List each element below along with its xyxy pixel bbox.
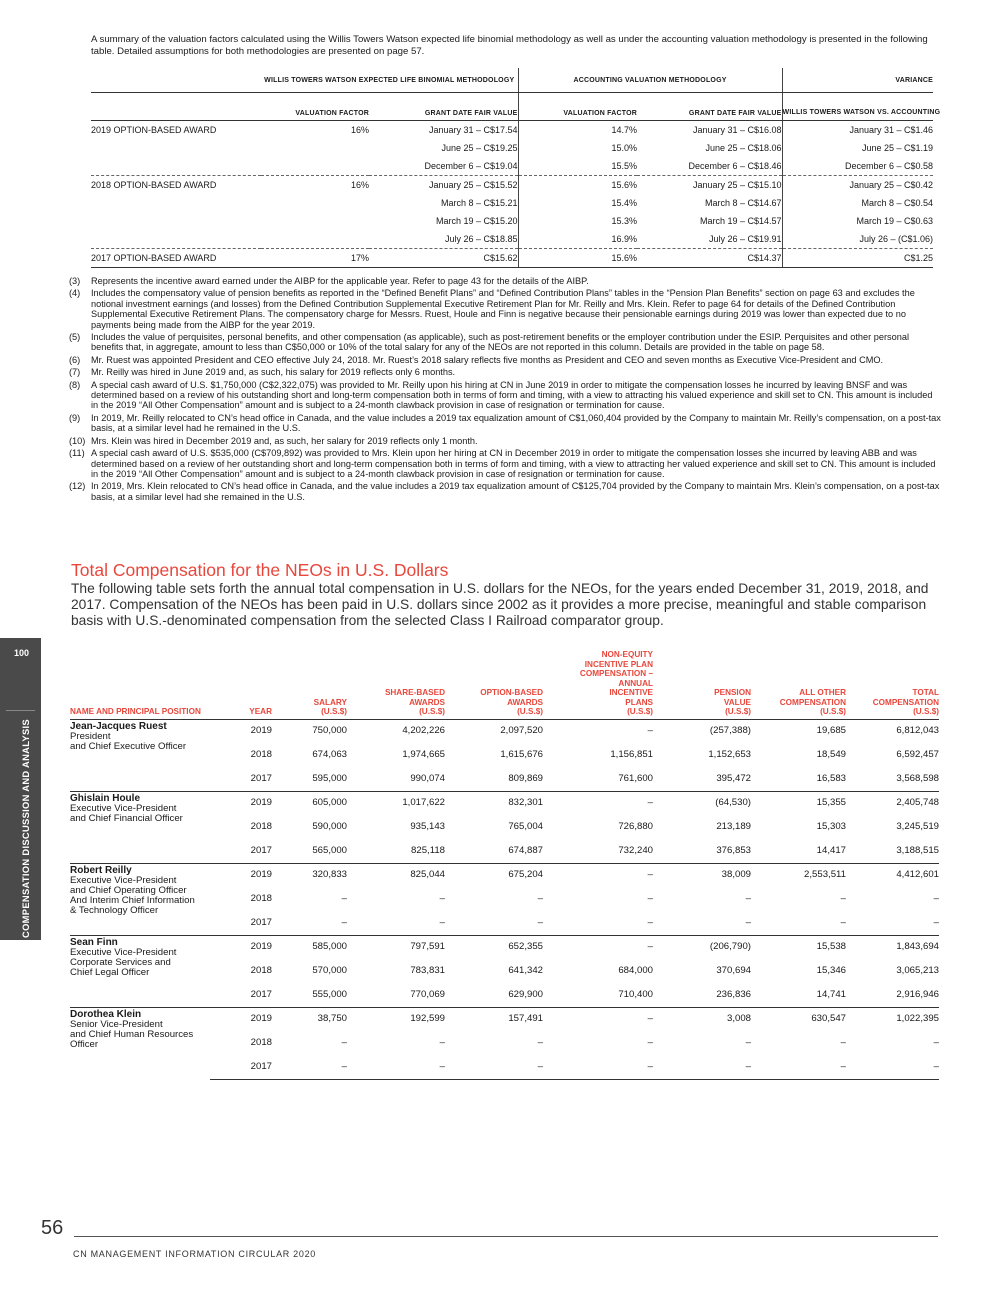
header-other-line: COMPENSATION bbox=[779, 697, 846, 707]
footnote bbox=[69, 380, 941, 411]
compensation-row bbox=[70, 719, 939, 741]
valuation-award bbox=[91, 230, 261, 249]
valuation-award bbox=[91, 212, 261, 230]
comp-value: 1,843,694 bbox=[846, 935, 939, 957]
valuation-row bbox=[91, 121, 933, 140]
comp-value: 565,000 bbox=[312, 845, 347, 857]
comp-year: 2018 bbox=[250, 892, 272, 904]
exec-name-cell bbox=[70, 719, 210, 791]
exec-title-line: and Chief Human Resources bbox=[70, 1028, 194, 1040]
exec-name: Ghislain Houle bbox=[70, 792, 141, 804]
comp-value: 4,202,226 bbox=[347, 719, 445, 741]
footnote-number: (10) bbox=[69, 435, 86, 446]
valuation-row bbox=[91, 176, 933, 195]
valuation-row bbox=[91, 139, 933, 157]
comp-value: – bbox=[537, 1036, 543, 1048]
comp-value: 15,303 bbox=[816, 820, 846, 832]
footnote-number: (5) bbox=[69, 332, 81, 343]
comp-year: 2019 bbox=[210, 935, 272, 957]
comp-year: 2018 bbox=[250, 748, 272, 760]
comp-value: 2,405,748 bbox=[846, 791, 939, 813]
comp-value: (64,530) bbox=[653, 791, 751, 813]
valuation-row bbox=[91, 230, 933, 249]
valuation-variance: C$1.25 bbox=[782, 249, 933, 268]
footnote-text: A special cash award of U.S. $535,000 (C$709,892) was provided to Mrs. Klein upon her hiring at CN in December 2019 in order to mitigate the compensation losses she incurred by leaving ABB and was determined based on a review of her outstanding short and long-term compensation both in terms of form and timing, with a view to attracting her valued experience and skill set to CN. This amount is included in the 2019 “All Other Compensation” amount and is subject to a 24-month clawback provision in case of resignation or termination for cause. bbox=[91, 448, 936, 479]
header-pension bbox=[653, 650, 751, 719]
exec-title-line: And Interim Chief Information bbox=[70, 894, 195, 906]
exec-title-line: Executive Vice-President bbox=[70, 946, 177, 958]
header-share-line: SHARE-BASED bbox=[384, 688, 445, 697]
footnote-text: A special cash award of U.S. $1,750,000 (C$2,322,075) was provided to Mr. Reilly upon his hiring at CN in June 2019 in order to mitigate the compensation losses he incurred by leaving BNSF and was determined based on a review of his outstanding short and long-term compensation both in terms of form and timing, with a view to attracting his valued experience and skill set to CN. This amount is included in the 2019 “All Other Compensation” amount and is subject to a 24-month clawback provision in case of resignation or termination for cause. bbox=[91, 379, 933, 411]
comp-value: – bbox=[647, 892, 653, 904]
valuation-award bbox=[91, 194, 261, 212]
exec-title-line: & Technology Officer bbox=[70, 904, 159, 916]
comp-value: 750,000 bbox=[272, 719, 347, 741]
header-salary-line: SALARY bbox=[313, 697, 347, 707]
comp-value: – bbox=[543, 1007, 653, 1029]
header-total-line: (U.S.$) bbox=[913, 707, 939, 716]
comp-value: – bbox=[347, 1055, 445, 1079]
footnote-number: (4) bbox=[69, 288, 81, 299]
valuation-group-header-wtw: WILLIS TOWERS WATSON EXPECTED LIFE BINOMIAL METHODOLOGY bbox=[261, 68, 518, 93]
comp-value: 3,188,515 bbox=[896, 845, 939, 857]
comp-value: 6,592,457 bbox=[896, 748, 939, 760]
exec-name: Robert Reilly bbox=[70, 864, 132, 876]
footnote bbox=[69, 355, 941, 365]
valuation-wtw-value: December 6 – C$19.04 bbox=[369, 157, 518, 176]
comp-value: – bbox=[840, 917, 846, 929]
valuation-acc-value: December 6 – C$18.46 bbox=[637, 157, 782, 176]
comp-value: – bbox=[341, 1036, 347, 1048]
footnote bbox=[69, 481, 941, 502]
valuation-acc-value: March 19 – C$14.57 bbox=[637, 212, 782, 230]
exec-name-cell bbox=[70, 791, 210, 863]
comp-year: 2018 bbox=[250, 1036, 272, 1048]
exec-title-line: Senior Vice-President bbox=[70, 1018, 163, 1030]
exec-name: Jean-Jacques Ruest bbox=[70, 720, 167, 732]
footnote-number: (12) bbox=[69, 481, 86, 492]
comp-value: 605,000 bbox=[272, 791, 347, 813]
section-side-label: COMPENSATION DISCUSSION AND ANALYSIS bbox=[20, 719, 31, 938]
comp-value: – bbox=[543, 935, 653, 957]
valuation-acc-factor: 16.9% bbox=[611, 234, 638, 244]
exec-title-line: Executive Vice-President bbox=[70, 802, 177, 814]
comp-value: 726,880 bbox=[618, 820, 653, 832]
exec-title-line: Corporate Services and bbox=[70, 956, 171, 968]
valuation-wtw-factor: 17% bbox=[261, 249, 369, 268]
valuation-wtw-value: July 26 – C$18.85 bbox=[369, 230, 518, 249]
valuation-wtw-value: March 8 – C$15.21 bbox=[369, 194, 518, 212]
header-nonequity-line: (U.S.$) bbox=[627, 707, 653, 716]
footnote bbox=[69, 436, 941, 446]
header-option-line: (U.S.$) bbox=[517, 707, 543, 716]
valuation-variance: March 8 – C$0.54 bbox=[861, 198, 934, 208]
header-other-line: (U.S.$) bbox=[820, 707, 846, 716]
comp-value: 595,000 bbox=[312, 773, 347, 785]
exec-name: Sean Finn bbox=[70, 936, 118, 948]
header-nonequity-line: ANNUAL bbox=[618, 678, 653, 688]
compensation-row bbox=[70, 863, 939, 885]
comp-value: 641,342 bbox=[508, 964, 543, 976]
comp-value: 3,568,598 bbox=[896, 773, 939, 785]
footnote-number: (11) bbox=[69, 448, 85, 459]
comp-value: 674,887 bbox=[508, 845, 543, 857]
header-salary-line: (U.S.$) bbox=[321, 707, 347, 716]
comp-value: 2,553,511 bbox=[751, 863, 846, 885]
comp-value: 629,900 bbox=[508, 989, 543, 1001]
exec-name-cell bbox=[70, 863, 210, 935]
header-nonequity-line: INCENTIVE bbox=[609, 688, 653, 697]
compensation-row bbox=[70, 791, 939, 813]
comp-value: 1,017,622 bbox=[347, 791, 445, 813]
comp-value: 236,836 bbox=[716, 989, 751, 1001]
valuation-acc-value: January 31 – C$16.08 bbox=[637, 121, 782, 140]
valuation-wtw-factor bbox=[261, 212, 369, 230]
footnote bbox=[69, 332, 941, 353]
valuation-acc-factor: 15.5% bbox=[611, 161, 638, 171]
valuation-variance: June 25 – C$1.19 bbox=[861, 143, 934, 153]
valuation-subheader: WILLIS TOWERS WATSON VS. ACCOUNTING bbox=[782, 93, 933, 121]
footnote bbox=[69, 413, 941, 434]
exec-name-cell bbox=[70, 935, 210, 1007]
comp-value: 38,009 bbox=[653, 863, 751, 885]
exec-title-line: Officer bbox=[70, 1038, 99, 1050]
comp-year: 2017 bbox=[210, 1055, 272, 1079]
valuation-table bbox=[91, 68, 941, 268]
comp-value: – bbox=[272, 1055, 347, 1079]
comp-value: 825,118 bbox=[411, 845, 445, 857]
header-year: YEAR bbox=[210, 650, 272, 719]
footnote-text: Mr. Reilly was hired in June 2019 and, as such, his salary for 2019 reflects only 6 months. bbox=[91, 367, 456, 378]
header-total-line: COMPENSATION bbox=[872, 697, 939, 707]
valuation-variance: January 31 – C$1.46 bbox=[849, 125, 934, 135]
comp-value: 14,741 bbox=[816, 989, 846, 1001]
header-nonequity-line: PLANS bbox=[625, 697, 653, 707]
header-option-line: AWARDS bbox=[507, 697, 543, 707]
header-total-line: TOTAL bbox=[912, 688, 939, 697]
comp-value: 590,000 bbox=[312, 820, 347, 832]
footnote-text: Represents the incentive award earned under the AIBP for the applicable year. Refer to page 43 for the details of the AIBP. bbox=[91, 276, 589, 286]
comp-value: 770,069 bbox=[410, 989, 445, 1001]
comp-value: 732,240 bbox=[618, 845, 653, 857]
comp-value: 935,143 bbox=[410, 820, 445, 832]
header-name: NAME AND PRINCIPAL POSITION bbox=[70, 650, 210, 719]
valuation-award: 2017 OPTION-BASED AWARD bbox=[91, 249, 261, 268]
section-title: Total Compensation for the NEOs in U.S. Dollars bbox=[71, 560, 449, 580]
comp-value: – bbox=[745, 1036, 751, 1048]
valuation-wtw-value: January 31 – C$17.54 bbox=[369, 121, 518, 140]
comp-value: – bbox=[647, 1036, 653, 1048]
comp-value: – bbox=[745, 892, 751, 904]
valuation-acc-factor: 15.6% bbox=[518, 176, 637, 195]
comp-value: 570,000 bbox=[312, 964, 347, 976]
comp-value: – bbox=[341, 892, 347, 904]
comp-value: 761,600 bbox=[618, 773, 653, 785]
comp-value: 1,022,395 bbox=[846, 1007, 939, 1029]
valuation-subheader: VALUATION FACTOR bbox=[518, 93, 637, 121]
valuation-wtw-factor bbox=[261, 230, 369, 249]
valuation-group-header-accounting: ACCOUNTING VALUATION METHODOLOGY bbox=[518, 68, 782, 93]
comp-value: 19,685 bbox=[751, 719, 846, 741]
header-share-line: AWARDS bbox=[409, 697, 445, 707]
comp-value: – bbox=[445, 1055, 543, 1079]
comp-value: 2,097,520 bbox=[445, 719, 543, 741]
valuation-subheader: VALUATION FACTOR bbox=[261, 93, 369, 121]
valuation-wtw-factor: 16% bbox=[350, 125, 369, 135]
header-share-based bbox=[347, 650, 445, 719]
comp-year: 2019 bbox=[210, 1007, 272, 1029]
footnote-text: Includes the value of perquisites, personal benefits, and other compensation (as applicable), such as post-retirement benefits or the employer contribution under the ESIP. Perquisites and other personal benefits that, in aggregate, amount to less than C$50,000 or 10% of the total salary for any of the NEOs are not reported in this column. Details are provided in the table on page 58. bbox=[91, 332, 909, 353]
comp-value: – bbox=[653, 1055, 751, 1079]
comp-value: 783,831 bbox=[410, 964, 445, 976]
valuation-group-header-variance: VARIANCE bbox=[782, 68, 933, 93]
footnote bbox=[69, 276, 941, 286]
comp-value: – bbox=[846, 1055, 939, 1079]
valuation-variance: January 25 – C$0.42 bbox=[782, 176, 933, 195]
comp-value: – bbox=[543, 719, 653, 741]
valuation-award: 2019 OPTION-BASED AWARD bbox=[91, 125, 217, 135]
valuation-wtw-value: C$15.62 bbox=[369, 249, 518, 268]
header-total bbox=[846, 650, 939, 719]
valuation-acc-value: June 25 – C$18.06 bbox=[637, 139, 782, 157]
comp-value: 376,853 bbox=[716, 845, 751, 857]
comp-value: 765,004 bbox=[508, 820, 543, 832]
valuation-acc-factor: 15.6% bbox=[518, 249, 637, 268]
comp-value: – bbox=[840, 892, 846, 904]
comp-value: 825,044 bbox=[347, 863, 445, 885]
comp-value: – bbox=[341, 917, 347, 929]
comp-value: 710,400 bbox=[618, 989, 653, 1001]
comp-value: 990,074 bbox=[410, 773, 445, 785]
header-share-line: (U.S.$) bbox=[419, 707, 445, 716]
footnote-number: (6) bbox=[69, 354, 81, 365]
comp-value: – bbox=[543, 791, 653, 813]
header-nonequity-line: COMPENSATION – bbox=[579, 669, 653, 678]
comp-year: 2017 bbox=[250, 773, 272, 785]
comp-value: 3,245,519 bbox=[896, 820, 939, 832]
comp-value: 797,591 bbox=[347, 935, 445, 957]
valuation-wtw-value: March 19 – C$15.20 bbox=[369, 212, 518, 230]
header-option-based bbox=[445, 650, 543, 719]
footnote bbox=[69, 288, 941, 330]
comp-value: – bbox=[439, 892, 445, 904]
comp-year: 2017 bbox=[250, 989, 272, 1001]
footnotes bbox=[69, 276, 941, 504]
comp-value: 1,152,653 bbox=[708, 748, 751, 760]
valuation-wtw-factor bbox=[261, 157, 369, 176]
comp-value: 15,538 bbox=[751, 935, 846, 957]
comp-value: 555,000 bbox=[312, 989, 347, 1001]
exec-title-line: and Chief Operating Officer bbox=[70, 884, 187, 896]
valuation-wtw-value: June 25 – C$19.25 bbox=[369, 139, 518, 157]
comp-value: 675,204 bbox=[445, 863, 543, 885]
valuation-variance: December 6 – C$0.58 bbox=[844, 161, 934, 171]
comp-value: – bbox=[933, 917, 939, 929]
comp-value: 3,065,213 bbox=[896, 964, 939, 976]
exec-title-line: President bbox=[70, 730, 111, 742]
comp-year: 2019 bbox=[210, 791, 272, 813]
footnote-text: Includes the compensatory value of pension benefits as reported in the “Defined Benefit Plans” and “Defined Contribution Plans” tables in the “Pension Plan Benefits” section on page 63 and excludes the notional investment earnings (and losses) from the Defined Contribution Supplemental Executive Retirement Plan for Mr. Reilly and Mrs. Klein. Refer to page 64 for details of the Defined Contribution Supplemental Executive Retirement Plans. The compensatory charge for Messrs. Ruest, Houle and Finn is negative because their pensionable earnings during 2019 was lower than expected due to no payments being made from the AIBP for the year 2019. bbox=[91, 288, 915, 330]
comp-value: 370,694 bbox=[716, 964, 751, 976]
comp-value: 630,547 bbox=[751, 1007, 846, 1029]
footnote-number: (3) bbox=[69, 276, 81, 286]
valuation-subheader: GRANT DATE FAIR VALUE bbox=[637, 93, 782, 121]
valuation-subheader: GRANT DATE FAIR VALUE bbox=[369, 93, 518, 121]
comp-value: 1,974,665 bbox=[402, 748, 445, 760]
comp-value: 15,346 bbox=[816, 964, 846, 976]
header-pension-line: VALUE bbox=[723, 697, 751, 707]
footnote bbox=[69, 367, 941, 377]
compensation-row bbox=[70, 1007, 939, 1029]
valuation-award: 2018 OPTION-BASED AWARD bbox=[91, 176, 261, 195]
header-pension-line: PENSION bbox=[714, 688, 751, 697]
valuation-row bbox=[91, 157, 933, 176]
comp-value: 652,355 bbox=[445, 935, 543, 957]
footer-rule bbox=[74, 1236, 938, 1237]
compensation-table bbox=[70, 650, 939, 1080]
comp-value: 585,000 bbox=[272, 935, 347, 957]
cn-logo: 100 bbox=[14, 648, 30, 658]
comp-value: 16,583 bbox=[816, 773, 846, 785]
footnote-number: (7) bbox=[69, 367, 81, 378]
header-pension-line: (U.S.$) bbox=[725, 707, 751, 716]
exec-title-line: Executive Vice-President bbox=[70, 874, 177, 886]
comp-value: 157,491 bbox=[445, 1007, 543, 1029]
valuation-acc-value: C$14.37 bbox=[637, 249, 782, 268]
footnote-number: (8) bbox=[69, 379, 81, 390]
exec-title-line: Chief Legal Officer bbox=[70, 966, 150, 978]
comp-value: 809,869 bbox=[508, 773, 543, 785]
comp-value: – bbox=[751, 1055, 846, 1079]
valuation-row bbox=[91, 212, 933, 230]
comp-value: 1,156,851 bbox=[610, 748, 653, 760]
comp-value: – bbox=[439, 1036, 445, 1048]
comp-value: – bbox=[933, 892, 939, 904]
footnote-text: Mr. Ruest was appointed President and CEO effective July 24, 2018. Mr. Ruest’s 2018 salary reflects five months as President and CEO and seven months as Executive Vice-President and CMO. bbox=[91, 354, 884, 365]
comp-value: 320,833 bbox=[272, 863, 347, 885]
valuation-variance: March 19 – C$0.63 bbox=[856, 216, 934, 226]
valuation-acc-value: March 8 – C$14.67 bbox=[637, 194, 782, 212]
valuation-acc-value: July 26 – C$19.91 bbox=[637, 230, 782, 249]
comp-value: – bbox=[537, 892, 543, 904]
comp-year: 2019 bbox=[210, 719, 272, 741]
comp-value: – bbox=[537, 917, 543, 929]
valuation-wtw-value: January 25 – C$15.52 bbox=[369, 176, 518, 195]
comp-value: 192,599 bbox=[347, 1007, 445, 1029]
valuation-award bbox=[91, 157, 261, 176]
comp-year: 2018 bbox=[250, 820, 272, 832]
valuation-wtw-factor bbox=[261, 139, 369, 157]
comp-value: 2,916,946 bbox=[896, 989, 939, 1001]
exec-title-line: and Chief Financial Officer bbox=[70, 812, 183, 824]
valuation-variance: July 26 – (C$1.06) bbox=[859, 234, 934, 244]
comp-year: 2019 bbox=[210, 863, 272, 885]
valuation-acc-factor: 14.7% bbox=[611, 125, 638, 135]
header-option-line: OPTION-BASED bbox=[480, 688, 543, 697]
comp-value: (257,388) bbox=[653, 719, 751, 741]
footer-text: CN MANAGEMENT INFORMATION CIRCULAR 2020 bbox=[73, 1249, 316, 1259]
comp-year: 2017 bbox=[250, 845, 272, 857]
comp-value: 38,750 bbox=[272, 1007, 347, 1029]
exec-title-line: and Chief Executive Officer bbox=[70, 740, 187, 752]
section-intro: The following table sets forth the annual total compensation in U.S. dollars for the NEOs, for the years ended December 31, 2019, 2018, and 2017. Compensation of the NEOs has been paid in U.S. dollars since 2002 as it provides a more precise, meaningful and stable comparison basis with U.S.-denominated compensation from the selected Class I Railroad comparator group. bbox=[71, 581, 929, 628]
comp-value: 6,812,043 bbox=[846, 719, 939, 741]
valuation-acc-factor: 15.0% bbox=[611, 143, 638, 153]
footnote-text: In 2019, Mrs. Klein relocated to CN’s head office in Canada, and the value includes a 2019 tax equalization amount of C$125,704 provided by the Company to maintain Mrs. Klein’s compensation, on a post-tax basis, at a similar level had she remained in the U.S. bbox=[91, 481, 940, 502]
comp-value: 15,355 bbox=[751, 791, 846, 813]
comp-value: 18,549 bbox=[816, 748, 846, 760]
header-salary bbox=[272, 650, 347, 719]
comp-year: 2017 bbox=[250, 917, 272, 929]
comp-value: 3,008 bbox=[653, 1007, 751, 1029]
comp-year: 2018 bbox=[250, 964, 272, 976]
compensation-row bbox=[70, 935, 939, 957]
comp-value: – bbox=[933, 1036, 939, 1048]
side-tab-divider bbox=[6, 710, 35, 711]
comp-value: 4,412,601 bbox=[846, 863, 939, 885]
header-all-other bbox=[751, 650, 846, 719]
footnote-number: (9) bbox=[69, 412, 81, 423]
header-nonequity-line: INCENTIVE PLAN bbox=[584, 659, 653, 669]
page-number: 56 bbox=[41, 1217, 64, 1239]
header-other-line: ALL OTHER bbox=[799, 688, 846, 697]
comp-value: – bbox=[840, 1036, 846, 1048]
exec-name: Dorothea Klein bbox=[70, 1008, 142, 1020]
valuation-acc-factor: 15.3% bbox=[611, 216, 638, 226]
comp-value: 674,063 bbox=[312, 748, 347, 760]
valuation-wtw-factor bbox=[261, 194, 369, 212]
footnote-text: In 2019, Mr. Reilly relocated to CN’s head office in Canada, and the value includes a 2019 tax equalization amount of C$1,060,404 provided by the Company to maintain Mr. Reilly’s compensation, on a post-tax basis, at a similar level had he remained in the U.S. bbox=[91, 412, 941, 434]
comp-value: 832,301 bbox=[445, 791, 543, 813]
comp-value: 14,417 bbox=[816, 845, 846, 857]
comp-value: – bbox=[543, 1055, 653, 1079]
comp-value: (206,790) bbox=[653, 935, 751, 957]
exec-name-cell bbox=[70, 1007, 210, 1079]
comp-value: – bbox=[647, 917, 653, 929]
comp-value: – bbox=[439, 917, 445, 929]
valuation-wtw-factor: 16% bbox=[261, 176, 369, 195]
valuation-row bbox=[91, 249, 933, 268]
valuation-acc-factor: 15.4% bbox=[611, 198, 638, 208]
footnote-text: Mrs. Klein was hired in December 2019 and, as such, her salary for 2019 reflects only 1 month. bbox=[91, 435, 478, 446]
intro-paragraph: A summary of the valuation factors calculated using the Willis Towers Watson expected life binomial methodology as well as under the accounting valuation methodology is presented in the following table. Detailed assumptions for both methodologies are presented on page 57. bbox=[91, 34, 928, 57]
footnote bbox=[69, 448, 941, 479]
comp-value: – bbox=[543, 863, 653, 885]
valuation-row bbox=[91, 194, 933, 212]
comp-value: 1,615,676 bbox=[500, 748, 543, 760]
comp-value: 213,189 bbox=[716, 820, 751, 832]
valuation-acc-value: January 25 – C$15.10 bbox=[637, 176, 782, 195]
header-nonequity-line: NON-EQUITY bbox=[601, 650, 653, 659]
comp-value: 395,472 bbox=[716, 773, 751, 785]
valuation-award bbox=[91, 139, 261, 157]
comp-value: – bbox=[745, 917, 751, 929]
header-non-equity bbox=[543, 650, 653, 719]
comp-value: 684,000 bbox=[618, 964, 653, 976]
